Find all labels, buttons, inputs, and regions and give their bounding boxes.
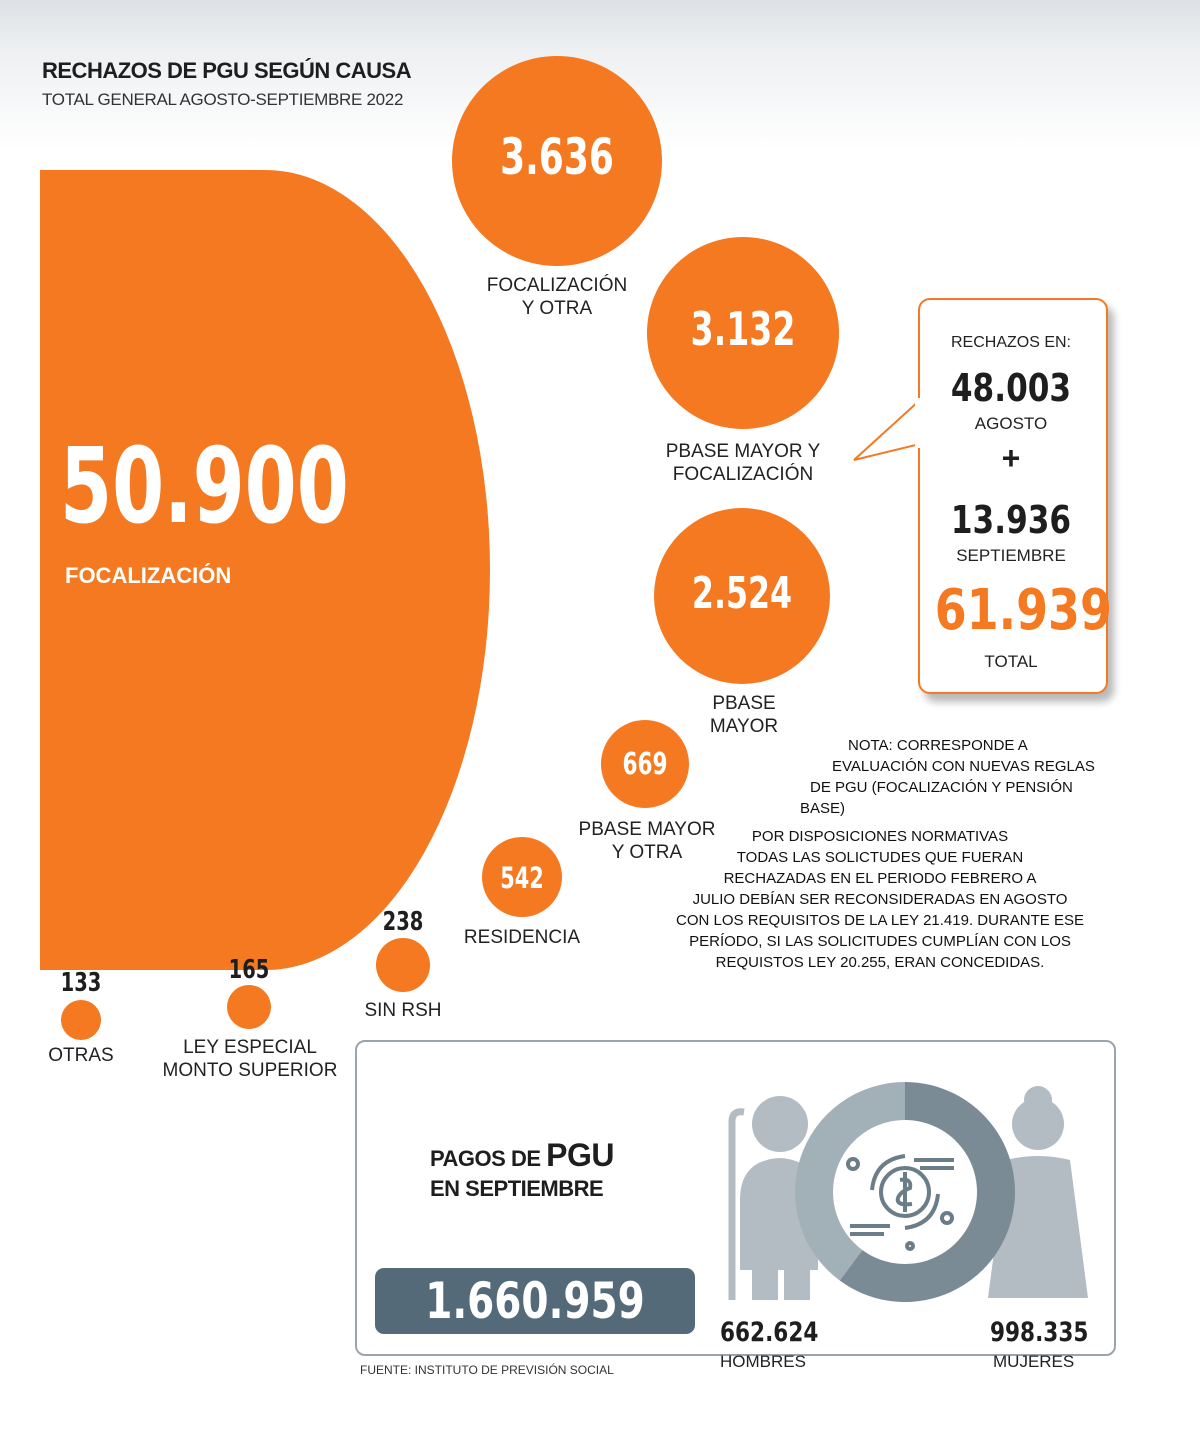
pagos-total-value: 1.660.959 xyxy=(425,1272,645,1330)
agosto-value: 48.003 xyxy=(950,366,1072,410)
bubble-ley-especial xyxy=(227,985,271,1029)
mujeres-label: MUJERES xyxy=(993,1352,1075,1371)
pagos-title: PAGOS DE PGU EN SEPTIEMBRE xyxy=(430,1137,614,1201)
label-focalizacion: FOCALIZACIÓN xyxy=(65,563,232,588)
value-ley-especial: 165 xyxy=(228,955,270,985)
bubble-sin-rsh xyxy=(376,938,430,992)
disposiciones-text: POR DISPOSICIONES NORMATIVAS TODAS LAS SOLICTUDES QUE FUERAN RECHAZADAS EN EL PERIODO FEBRERO A JULIO DEBÍAN SER RECONSIDERADAS EN AGOSTO CON LOS REQUISITOS DE LA LEY 21.419. DURANTE ESE PERÍODO, SI LAS SOLICITUDES CUMPLÍAN CON LOS REQUISTOS LEY 20.255, ERAN CONCEDIDAS. xyxy=(676,828,1084,971)
value-focalizacion-y-otra: 3.636 xyxy=(500,128,614,186)
value-pbase-mayor-y-otra: 669 xyxy=(622,747,668,782)
callout-heading: RECHAZOS EN: xyxy=(950,334,1071,351)
value-pbase-mayor: 2.524 xyxy=(691,568,793,619)
nota-text: NOTA: CORRESPONDE A EVALUACIÓN CON NUEVAS REGLAS DE PGU (FOCALIZACIÓN Y PENSIÓN BASE) xyxy=(800,737,1095,817)
label-ley-especial: LEY ESPECIAL MONTO SUPERIOR xyxy=(162,1037,338,1081)
pagos-donut-graphic xyxy=(700,1060,1100,1340)
label-pbase-mayor-y-focalizacion: PBASE MAYOR Y FOCALIZACIÓN xyxy=(665,441,821,485)
label-focalizacion-y-otra: FOCALIZACIÓN Y OTRA xyxy=(486,275,628,319)
value-focalizacion: 50.900 xyxy=(60,425,349,547)
label-otras: OTRAS xyxy=(48,1045,114,1066)
source-note: FUENTE: INSTITUTO DE PREVISIÓN SOCIAL xyxy=(360,1363,614,1377)
septiembre-value: 13.936 xyxy=(950,498,1072,542)
label-residencia: RESIDENCIA xyxy=(463,927,581,948)
value-otras: 133 xyxy=(60,968,102,998)
chart-subtitle: TOTAL GENERAL AGOSTO-SEPTIEMBRE 2022 xyxy=(42,90,404,109)
hombres-value: 662.624 xyxy=(720,1317,819,1348)
hombres-label: HOMBRES xyxy=(720,1352,806,1371)
mujeres-value: 998.335 xyxy=(990,1317,1089,1348)
label-pbase-mayor-y-otra: PBASE MAYOR Y OTRA xyxy=(578,819,716,863)
label-pbase-mayor: PBASE MAYOR xyxy=(709,693,779,737)
total-rechazos-value: 61.939 xyxy=(934,578,1112,643)
label-sin-rsh: SIN RSH xyxy=(364,1000,442,1021)
agosto-label: AGOSTO xyxy=(974,414,1048,433)
value-pbase-mayor-y-focalizacion: 3.132 xyxy=(690,302,796,356)
bubble-otras xyxy=(61,1000,101,1040)
value-residencia: 542 xyxy=(500,861,544,895)
total-rechazos-label: TOTAL xyxy=(984,652,1038,671)
chart-title: RECHAZOS DE PGU SEGÚN CAUSA xyxy=(42,58,412,83)
plus-sign: + xyxy=(1001,440,1021,476)
septiembre-label: SEPTIEMBRE xyxy=(956,546,1066,565)
money-cycle-icon xyxy=(848,1156,954,1249)
value-sin-rsh: 238 xyxy=(382,907,424,937)
